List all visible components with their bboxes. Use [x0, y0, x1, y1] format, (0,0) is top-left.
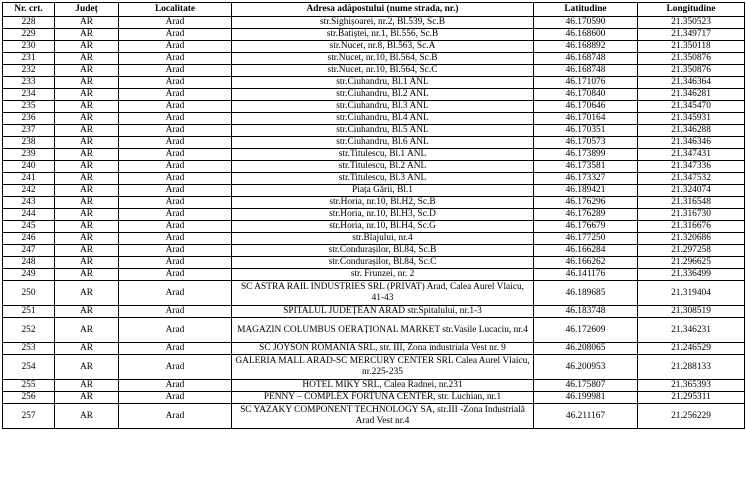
table-row: [3, 101, 745, 113]
cell-address: HOTEL MIKY SRL, Calea Radnei, nr.231: [232, 380, 534, 392]
cell-latitude: 46.189685: [534, 281, 638, 306]
cell-judet: AR: [55, 65, 119, 77]
table-row: [3, 306, 745, 318]
cell-localitate: Arad: [119, 380, 232, 392]
cell-nr: 242: [3, 185, 55, 197]
cell-nr: 252: [3, 318, 55, 343]
cell-nr: 236: [3, 113, 55, 125]
cell-judet: AR: [55, 245, 119, 257]
cell-address: SPITALUL JUDEȚEAN ARAD str.Spitalului, nr.1-3: [232, 306, 534, 318]
cell-localitate: Arad: [119, 306, 232, 318]
cell-longitude: 21.347336: [638, 161, 745, 173]
table-row: [3, 149, 745, 161]
cell-localitate: Arad: [119, 101, 232, 113]
cell-nr: 229: [3, 29, 55, 41]
cell-longitude: 21.256229: [638, 404, 745, 429]
cell-judet: AR: [55, 17, 119, 29]
cell-latitude: 46.168600: [534, 29, 638, 41]
table-row: [3, 41, 745, 53]
cell-longitude: 21.296625: [638, 257, 745, 269]
cell-address: str.Ciuhandru, Bl.2 ANL: [232, 89, 534, 101]
header-localitate: Localitate: [119, 3, 232, 17]
cell-localitate: Arad: [119, 185, 232, 197]
cell-localitate: Arad: [119, 41, 232, 53]
cell-judet: AR: [55, 161, 119, 173]
cell-judet: AR: [55, 257, 119, 269]
cell-localitate: Arad: [119, 77, 232, 89]
cell-localitate: Arad: [119, 343, 232, 355]
cell-latitude: 46.166284: [534, 245, 638, 257]
cell-localitate: Arad: [119, 281, 232, 306]
cell-latitude: 46.170573: [534, 137, 638, 149]
cell-nr: 253: [3, 343, 55, 355]
cell-localitate: Arad: [119, 355, 232, 380]
cell-longitude: 21.320686: [638, 233, 745, 245]
cell-latitude: 46.183748: [534, 306, 638, 318]
cell-nr: 232: [3, 65, 55, 77]
cell-latitude: 46.168748: [534, 65, 638, 77]
cell-latitude: 46.176296: [534, 197, 638, 209]
cell-address: str.Ciuhandru, Bl.5 ANL: [232, 125, 534, 137]
header-row: [3, 3, 745, 17]
cell-longitude: 21.346231: [638, 318, 745, 343]
table-row: [3, 404, 745, 429]
cell-judet: AR: [55, 53, 119, 65]
cell-longitude: 21.350876: [638, 53, 745, 65]
cell-latitude: 46.172609: [534, 318, 638, 343]
cell-address: str.Ciuhandru, Bl.6 ANL: [232, 137, 534, 149]
cell-longitude: 21.347532: [638, 173, 745, 185]
cell-address: str.Nucet, nr.10, Bl.564, Sc.C: [232, 65, 534, 77]
cell-nr: 243: [3, 197, 55, 209]
table-row: [3, 77, 745, 89]
cell-judet: AR: [55, 209, 119, 221]
cell-address: GALERIA MALL ARAD-SC MERCURY CENTER SRL Calea Aurel Vlaicu, nr.225-235: [232, 355, 534, 380]
cell-judet: AR: [55, 125, 119, 137]
cell-longitude: 21.346281: [638, 89, 745, 101]
cell-judet: AR: [55, 29, 119, 41]
cell-nr: 228: [3, 17, 55, 29]
cell-address: SC JOYSON ROMÂNIA SRL, str. III, Zona industriala Vest nr. 9: [232, 343, 534, 355]
table-row: [3, 137, 745, 149]
cell-longitude: 21.246529: [638, 343, 745, 355]
table-row: [3, 343, 745, 355]
cell-localitate: Arad: [119, 269, 232, 281]
cell-nr: 247: [3, 245, 55, 257]
table-row: [3, 125, 745, 137]
cell-address: SC YAZAKY COMPONENT TECHNOLOGY SA, str.III -Zona Industrială Arad Vest nr.4: [232, 404, 534, 429]
cell-longitude: 21.319404: [638, 281, 745, 306]
cell-nr: 233: [3, 77, 55, 89]
cell-longitude: 21.350523: [638, 17, 745, 29]
cell-longitude: 21.288133: [638, 355, 745, 380]
cell-latitude: 46.170164: [534, 113, 638, 125]
cell-judet: AR: [55, 113, 119, 125]
cell-localitate: Arad: [119, 161, 232, 173]
table-row: [3, 233, 745, 245]
table-row: [3, 318, 745, 343]
cell-longitude: 21.347431: [638, 149, 745, 161]
cell-longitude: 21.346364: [638, 77, 745, 89]
cell-localitate: Arad: [119, 245, 232, 257]
table-row: [3, 355, 745, 380]
cell-latitude: 46.176679: [534, 221, 638, 233]
cell-nr: 249: [3, 269, 55, 281]
cell-nr: 231: [3, 53, 55, 65]
cell-longitude: 21.336499: [638, 269, 745, 281]
cell-longitude: 21.308519: [638, 306, 745, 318]
cell-address: str.Ciuhandru, Bl.3 ANL: [232, 101, 534, 113]
table-row: [3, 185, 745, 197]
cell-judet: AR: [55, 269, 119, 281]
cell-nr: 237: [3, 125, 55, 137]
header-nr: Nr. crt.: [3, 3, 55, 17]
header-judet: Județ: [55, 3, 119, 17]
cell-nr: 255: [3, 380, 55, 392]
cell-latitude: 46.176289: [534, 209, 638, 221]
cell-nr: 250: [3, 281, 55, 306]
shelter-table: [2, 2, 745, 429]
table-row: [3, 257, 745, 269]
cell-localitate: Arad: [119, 125, 232, 137]
cell-judet: AR: [55, 380, 119, 392]
cell-latitude: 46.200953: [534, 355, 638, 380]
cell-longitude: 21.349717: [638, 29, 745, 41]
cell-nr: 245: [3, 221, 55, 233]
cell-nr: 251: [3, 306, 55, 318]
header-latitude: Latitudine: [534, 3, 638, 17]
cell-nr: 244: [3, 209, 55, 221]
cell-latitude: 46.168748: [534, 53, 638, 65]
cell-judet: AR: [55, 77, 119, 89]
table-row: [3, 197, 745, 209]
cell-latitude: 46.173581: [534, 161, 638, 173]
cell-latitude: 46.199981: [534, 392, 638, 404]
table-row: [3, 209, 745, 221]
cell-localitate: Arad: [119, 65, 232, 77]
cell-address: SC ASTRA RAIL INDUSTRIES SRL (PRIVAT) Arad, Calea Aurel Vlaicu, 41-43: [232, 281, 534, 306]
cell-longitude: 21.297258: [638, 245, 745, 257]
table-row: [3, 221, 745, 233]
cell-nr: 241: [3, 173, 55, 185]
cell-address: str.Titulescu, Bl.1 ANL: [232, 149, 534, 161]
cell-address: str.Titulescu, Bl.3 ANL: [232, 173, 534, 185]
table-row: [3, 161, 745, 173]
cell-address: str.Blajului, nr.4: [232, 233, 534, 245]
cell-latitude: 46.177250: [534, 233, 638, 245]
cell-latitude: 46.170351: [534, 125, 638, 137]
cell-longitude: 21.346288: [638, 125, 745, 137]
cell-localitate: Arad: [119, 149, 232, 161]
cell-localitate: Arad: [119, 17, 232, 29]
cell-latitude: 46.166262: [534, 257, 638, 269]
cell-nr: 240: [3, 161, 55, 173]
table-row: [3, 65, 745, 77]
cell-judet: AR: [55, 233, 119, 245]
cell-address: Piața Gării, Bl.1: [232, 185, 534, 197]
table-row: [3, 269, 745, 281]
cell-nr: 256: [3, 392, 55, 404]
cell-judet: AR: [55, 173, 119, 185]
cell-latitude: 46.211167: [534, 404, 638, 429]
cell-address: str.Condurașilor, Bl.84, Sc.B: [232, 245, 534, 257]
cell-longitude: 21.316548: [638, 197, 745, 209]
cell-latitude: 46.168892: [534, 41, 638, 53]
cell-latitude: 46.189421: [534, 185, 638, 197]
cell-nr: 230: [3, 41, 55, 53]
cell-longitude: 21.324074: [638, 185, 745, 197]
cell-localitate: Arad: [119, 197, 232, 209]
cell-address: str.Titulescu, Bl.2 ANL: [232, 161, 534, 173]
table-row: [3, 17, 745, 29]
cell-longitude: 21.316676: [638, 221, 745, 233]
cell-localitate: Arad: [119, 209, 232, 221]
table-row: [3, 29, 745, 41]
cell-judet: AR: [55, 306, 119, 318]
cell-latitude: 46.170840: [534, 89, 638, 101]
cell-judet: AR: [55, 89, 119, 101]
table-row: [3, 89, 745, 101]
cell-judet: AR: [55, 185, 119, 197]
cell-latitude: 46.173327: [534, 173, 638, 185]
cell-judet: AR: [55, 101, 119, 113]
cell-localitate: Arad: [119, 233, 232, 245]
cell-judet: AR: [55, 404, 119, 429]
cell-nr: 235: [3, 101, 55, 113]
cell-longitude: 21.316730: [638, 209, 745, 221]
cell-nr: 234: [3, 89, 55, 101]
cell-longitude: 21.365393: [638, 380, 745, 392]
cell-localitate: Arad: [119, 29, 232, 41]
cell-localitate: Arad: [119, 113, 232, 125]
cell-longitude: 21.345470: [638, 101, 745, 113]
cell-localitate: Arad: [119, 221, 232, 233]
table-body: [3, 17, 745, 429]
cell-nr: 254: [3, 355, 55, 380]
cell-nr: 257: [3, 404, 55, 429]
cell-nr: 239: [3, 149, 55, 161]
cell-localitate: Arad: [119, 137, 232, 149]
cell-localitate: Arad: [119, 404, 232, 429]
cell-address: str.Horia, nr.10, Bl.H3, Sc.D: [232, 209, 534, 221]
table-row: [3, 53, 745, 65]
table-row: [3, 392, 745, 404]
cell-latitude: 46.175807: [534, 380, 638, 392]
cell-longitude: 21.295311: [638, 392, 745, 404]
cell-judet: AR: [55, 197, 119, 209]
cell-judet: AR: [55, 41, 119, 53]
table-row: [3, 173, 745, 185]
cell-localitate: Arad: [119, 89, 232, 101]
cell-address: str.Nucet, nr.8, Bl.563, Sc.A: [232, 41, 534, 53]
cell-address: MAGAZIN COLUMBUS OERAȚIONAL MARKET str.Vasile Lucaciu, nr.4: [232, 318, 534, 343]
cell-address: str.Horia, nr.10, Bl.H4, Sc.G: [232, 221, 534, 233]
cell-address: str.Ciuhandru, Bl.4 ANL: [232, 113, 534, 125]
cell-address: str.Batiștei, nr.1, Bl.556, Sc.B: [232, 29, 534, 41]
cell-longitude: 21.346346: [638, 137, 745, 149]
cell-judet: AR: [55, 355, 119, 380]
table-row: [3, 281, 745, 306]
cell-judet: AR: [55, 221, 119, 233]
table-row: [3, 380, 745, 392]
cell-latitude: 46.171076: [534, 77, 638, 89]
cell-address: str.Nucet, nr.10, Bl.564, Sc.B: [232, 53, 534, 65]
cell-address: str.Ciuhandru, Bl.1 ANL: [232, 77, 534, 89]
cell-latitude: 46.173899: [534, 149, 638, 161]
cell-latitude: 46.141176: [534, 269, 638, 281]
cell-address: PENNY – COMPLEX FORTUNA CENTER, str. Luchian, nr.1: [232, 392, 534, 404]
cell-longitude: 21.345931: [638, 113, 745, 125]
table-row: [3, 245, 745, 257]
cell-judet: AR: [55, 318, 119, 343]
cell-localitate: Arad: [119, 53, 232, 65]
cell-address: str.Sighișoarei, nr.2, Bl.539, Sc.B: [232, 17, 534, 29]
header-address: Adresa adăpostului (nume strada, nr.): [232, 3, 534, 17]
cell-latitude: 46.170590: [534, 17, 638, 29]
cell-nr: 248: [3, 257, 55, 269]
cell-judet: AR: [55, 392, 119, 404]
cell-address: str.Condurașilor, Bl.84, Sc.C: [232, 257, 534, 269]
cell-judet: AR: [55, 281, 119, 306]
cell-address: str. Frunzei, nr. 2: [232, 269, 534, 281]
cell-nr: 238: [3, 137, 55, 149]
cell-judet: AR: [55, 343, 119, 355]
cell-nr: 246: [3, 233, 55, 245]
cell-judet: AR: [55, 149, 119, 161]
cell-localitate: Arad: [119, 257, 232, 269]
shelter-table-container: [2, 2, 744, 429]
cell-localitate: Arad: [119, 173, 232, 185]
cell-longitude: 21.350876: [638, 65, 745, 77]
cell-latitude: 46.170646: [534, 101, 638, 113]
cell-address: str.Horia, nr.10, Bl.H2, Sc.B: [232, 197, 534, 209]
cell-judet: AR: [55, 137, 119, 149]
cell-localitate: Arad: [119, 392, 232, 404]
cell-latitude: 46.208065: [534, 343, 638, 355]
header-longitude: Longitudine: [638, 3, 745, 17]
table-row: [3, 113, 745, 125]
cell-localitate: Arad: [119, 318, 232, 343]
cell-longitude: 21.350118: [638, 41, 745, 53]
